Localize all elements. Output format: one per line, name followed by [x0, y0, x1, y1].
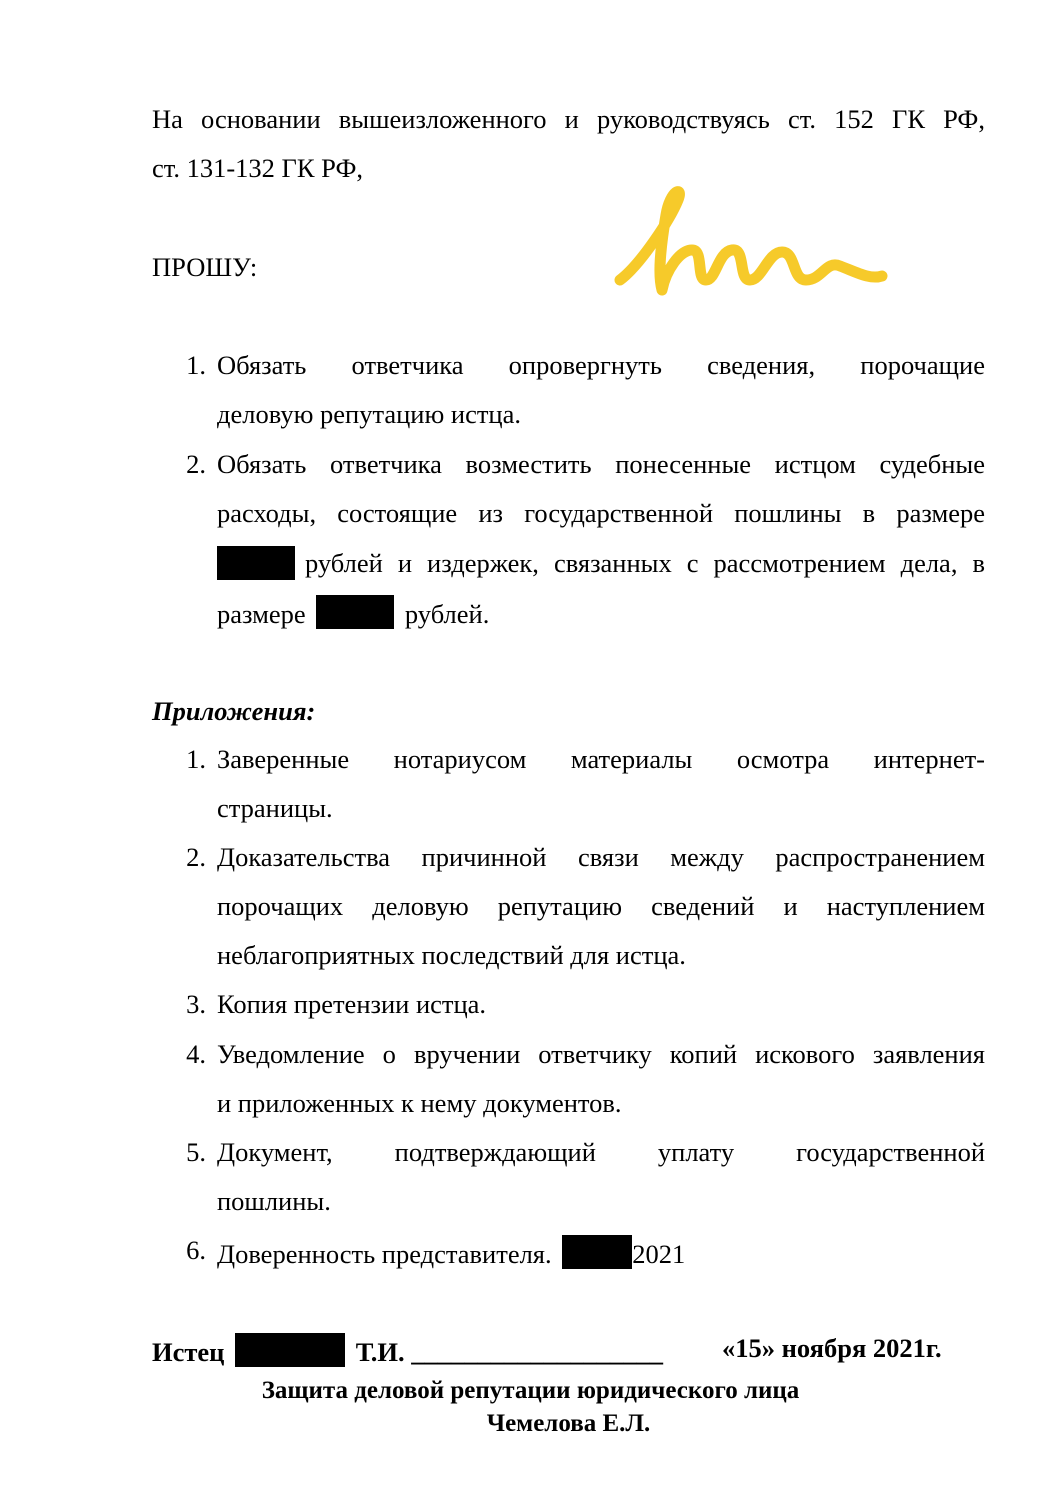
request-item-line: Обязать ответчика опровергнуть сведения, порочащие [217, 350, 985, 380]
attachment-line: порочащих деловую репутацию сведений и наступлением [217, 891, 985, 921]
attachment-number: 1. [186, 744, 206, 774]
redaction-box [316, 595, 394, 629]
attachment-line: 2021 [632, 1239, 686, 1269]
request-item-line: рублей и издержек, связанных с рассмотрением дела, в [305, 547, 985, 578]
attachment-number: 5. [186, 1137, 206, 1167]
redaction-box [562, 1235, 632, 1269]
attachments-heading: Приложения: [152, 696, 316, 726]
attachment-line: страницы. [217, 793, 333, 823]
attachment-line: неблагоприятных последствий для истца. [217, 940, 686, 970]
request-item-line: деловую репутацию истца. [217, 399, 521, 429]
request-item-line: расходы, состоящие из государственной пошлины в размере [217, 498, 985, 528]
attachment-line: пошлины. [217, 1186, 331, 1216]
plaintiff-label: Истец [152, 1337, 225, 1367]
request-item-number: 2. [186, 449, 206, 479]
attachment-line: и приложенных к нему документов. [217, 1088, 622, 1118]
document-title: Защита деловой репутации юридического лица [261, 1377, 800, 1404]
document-author: Чемелова Е.Л. [486, 1410, 651, 1437]
signature-line: ___________________ [411, 1337, 663, 1367]
request-item-line: рублей. [404, 599, 490, 629]
request-heading: ПРОШУ: [152, 252, 258, 282]
attachment-line: Уведомление о вручении ответчику копий искового заявления [217, 1039, 985, 1069]
attachment-line: Документ, подтверждающий уплату государственной [217, 1137, 985, 1167]
intro-line-2: ст. 131-132 ГК РФ, [152, 153, 364, 183]
attachment-number: 4. [186, 1039, 206, 1069]
attachment-line: Заверенные нотариусом материалы осмотра интернет- [217, 744, 985, 774]
plaintiff-initials: Т.И. [355, 1337, 405, 1367]
attachment-line: Доверенность представителя. [217, 1239, 552, 1269]
document-date: «15» ноября 2021г. [722, 1333, 942, 1363]
request-item-number: 1. [186, 350, 206, 380]
request-item-line: размере [217, 599, 306, 629]
attachment-line: Доказательства причинной связи между распространением [217, 842, 985, 872]
intro-line-1: На основании вышеизложенного и руководствуясь ст. 152 ГК РФ, [152, 104, 985, 134]
attachment-number: 6. [186, 1235, 206, 1265]
attachment-number: 2. [186, 842, 206, 872]
attachment-number: 3. [186, 989, 206, 1019]
redaction-box [235, 1333, 345, 1367]
attachment-line: Копия претензии истца. [217, 989, 487, 1019]
redaction-box [217, 546, 295, 580]
request-item-line: Обязать ответчика возместить понесенные истцом судебные [217, 449, 985, 479]
handwritten-signature [600, 180, 900, 310]
